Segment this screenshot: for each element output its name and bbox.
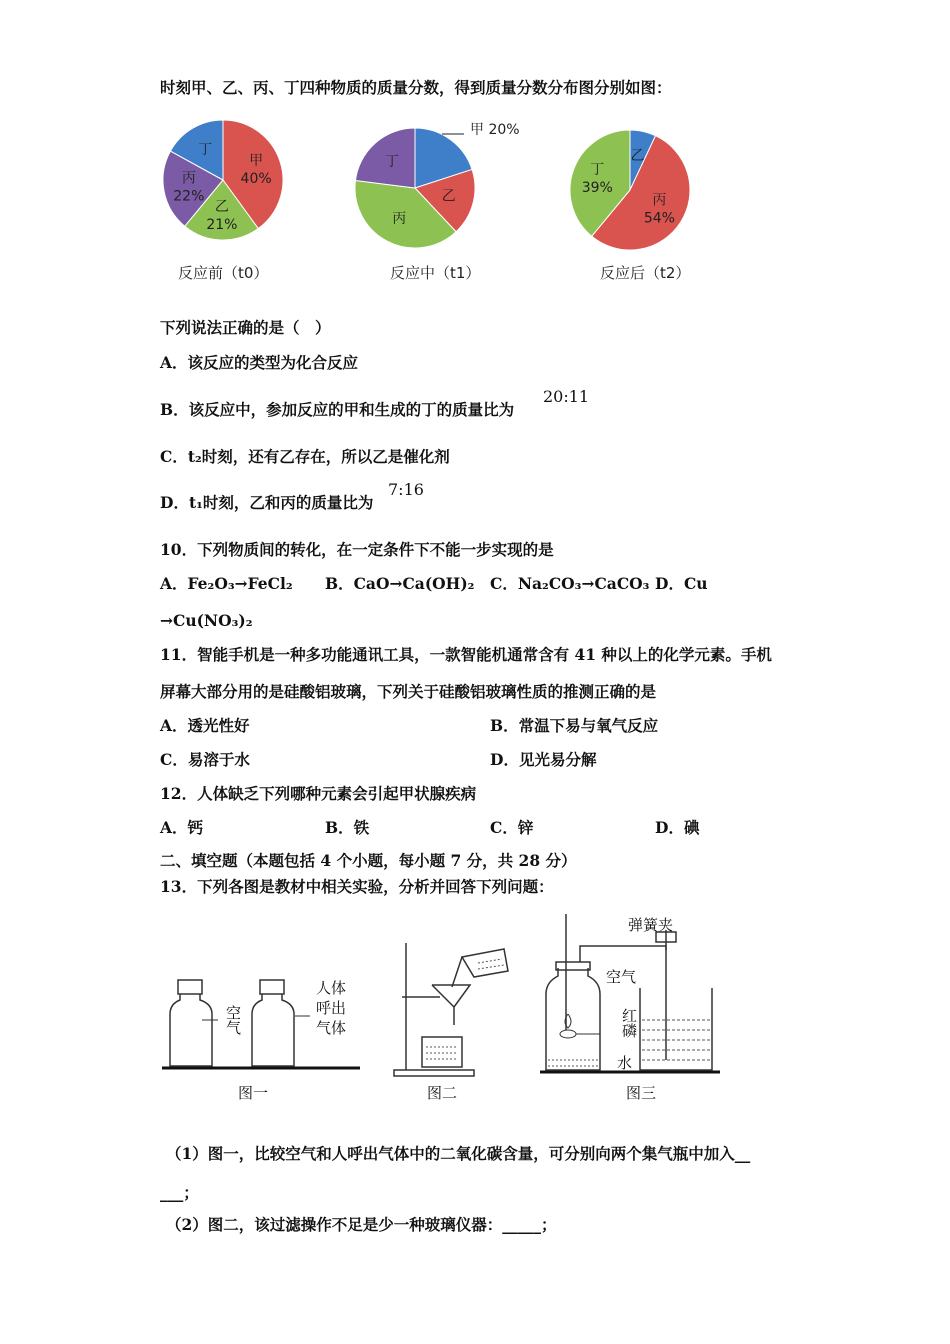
pie-value-丁: 39%	[581, 180, 613, 197]
intro-text: 时刻甲、乙、丙、丁四种物质的质量分数，得到质量分数分布图分别如图：	[160, 78, 672, 97]
pie-label-丙: 丙	[181, 170, 196, 187]
pie-chart-before	[160, 118, 300, 258]
q13-sub-2: （2）图二，该过滤操作不足是少一种玻璃仪器：_____；	[166, 1215, 557, 1234]
pie-label-乙: 乙	[630, 148, 645, 165]
q11-option-d: D．见光易分解	[490, 750, 597, 769]
q9-option-d: D．t₁时刻，乙和丙的质量比为	[160, 493, 374, 512]
pie-label-丁: 丁	[384, 153, 399, 170]
q13-sub-1: （1）图一，比较空气和人呼出气体中的二氧化碳含量，可分别向两个集气瓶中加入__	[166, 1144, 751, 1163]
pie-label-甲: 甲	[249, 153, 264, 170]
pie-label-乙: 乙	[441, 188, 456, 205]
fig1-label-breath: 人体呼出气体	[316, 979, 347, 1037]
q10-option-d-cont: →Cu(NO₃)₂	[160, 611, 253, 630]
pie-value-乙: 21%	[206, 216, 238, 233]
pie-value-甲: 40%	[240, 171, 272, 188]
q12-option-d: D．碘	[655, 818, 700, 837]
q10-option-a: A．Fe₂O₃→FeCl₂	[160, 574, 293, 593]
fig3-label-air: 空气	[606, 968, 637, 986]
pie-label-丁: 丁	[198, 142, 213, 159]
pie-caption-before: 反应前（t0）	[178, 264, 269, 282]
fig1-label-air: 空气	[224, 1005, 242, 1035]
pie-label-丙: 丙	[652, 192, 667, 209]
pie-label-乙: 乙	[214, 198, 229, 215]
q11-option-a: A．透光性好	[160, 716, 250, 735]
q12-option-a: A．钙	[160, 818, 204, 837]
pie-label-甲: 甲 20%	[470, 122, 520, 138]
figure-3-phosphorus-apparatus	[540, 910, 725, 1080]
section-2-heading: 二、填空题（本题包括 4 个小题，每小题 7 分，共 28 分）	[160, 851, 577, 870]
fig2-caption: 图二	[427, 1084, 458, 1102]
q9-b-formula: 20:11	[543, 387, 590, 406]
fig1-caption: 图一	[238, 1084, 269, 1102]
pie-chart-after	[562, 118, 702, 258]
pie-caption-after: 反应后（t2）	[600, 264, 691, 282]
pie-value-丙: 22%	[173, 188, 205, 205]
pie-value-丙: 54%	[643, 210, 675, 227]
fig3-label-phosphorus: 红磷	[620, 1008, 638, 1038]
fig3-label-water: 水	[617, 1054, 633, 1072]
q12-stem: 12．人体缺乏下列哪种元素会引起甲状腺疾病	[160, 784, 477, 803]
figure-2-filtration	[392, 935, 522, 1080]
pie-caption-middle: 反应中（t1）	[390, 264, 481, 282]
q11-option-b: B．常温下易与氧气反应	[490, 716, 659, 735]
q9-option-b: B．该反应中，参加反应的甲和生成的丁的质量比为	[160, 400, 515, 419]
q10-option-b: B．CaO→Ca(OH)₂	[325, 574, 475, 593]
fig3-label-clip: 弹簧夹	[628, 916, 674, 934]
pie-svg-after	[562, 118, 702, 258]
q12-option-b: B．铁	[325, 818, 370, 837]
q11-stem-1: 11．智能手机是一种多功能通讯工具，一款智能机通常含有 41 种以上的化学元素。手机	[160, 645, 772, 664]
q10-option-d: D．Cu	[655, 574, 708, 593]
q11-option-c: C．易溶于水	[160, 750, 250, 769]
fig3-caption: 图三	[626, 1084, 657, 1102]
q10-stem: 10．下列物质间的转化，在一定条件下不能一步实现的是	[160, 540, 554, 559]
pie-svg-middle	[352, 118, 522, 258]
q13-sub-1-blank: ___；	[160, 1183, 199, 1202]
q13-stem: 13．下列各图是教材中相关实验，分析并回答下列问题：	[160, 877, 554, 896]
q9-option-c: C．t₂时刻，还有乙存在，所以乙是催化剂	[160, 447, 450, 466]
q12-option-c: C．锌	[490, 818, 534, 837]
pie-svg-before	[160, 118, 300, 258]
q10-option-c: C．Na₂CO₃→CaCO₃	[490, 574, 650, 593]
pie-chart-middle	[352, 118, 522, 258]
q9-d-formula: 7:16	[388, 480, 424, 499]
pie-label-丙: 丙	[392, 211, 407, 228]
q11-stem-2: 屏幕大部分用的是硅酸铝玻璃，下列关于硅酸铝玻璃性质的推测正确的是	[160, 682, 657, 701]
pie-label-丁: 丁	[590, 162, 605, 179]
q9-stem: 下列说法正确的是（ ）	[160, 318, 331, 337]
q9-option-a: A．该反应的类型为化合反应	[160, 353, 359, 372]
